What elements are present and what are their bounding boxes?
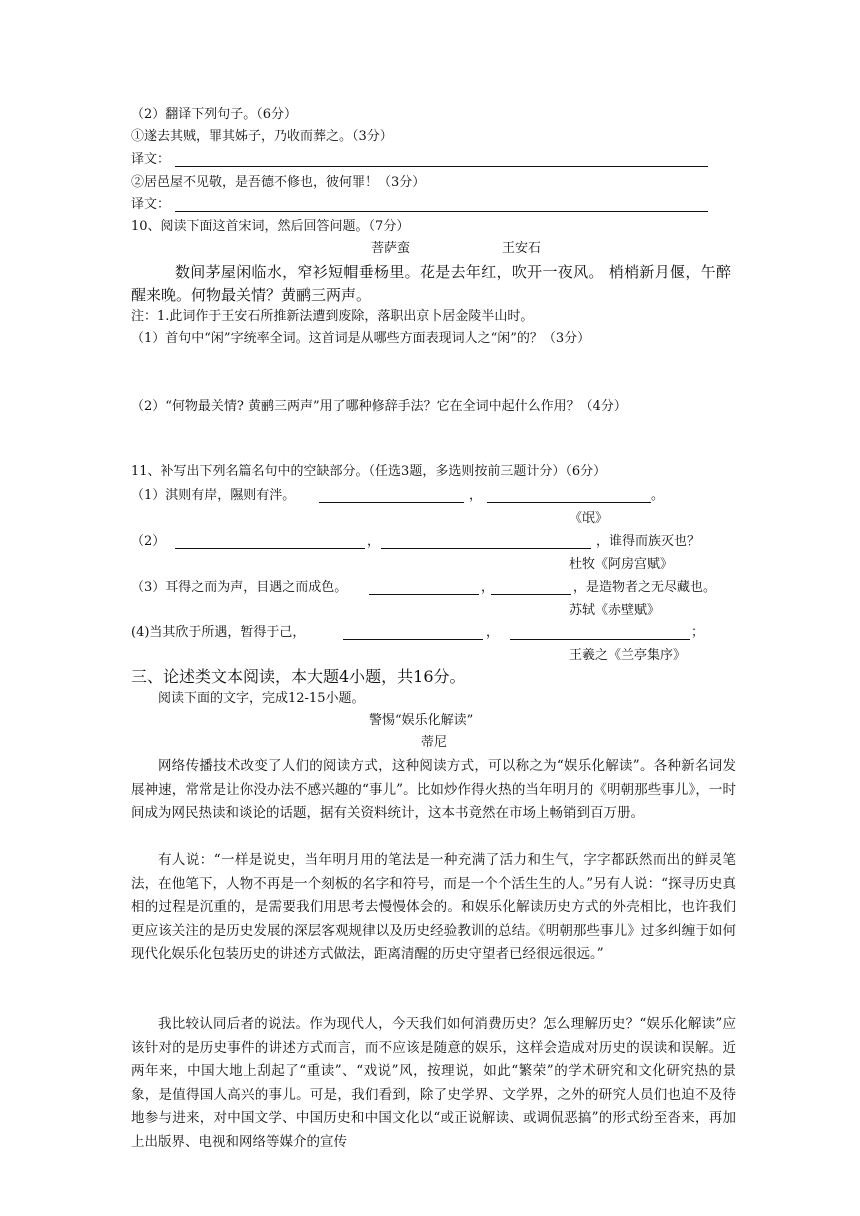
q10-sub-question-1: （1）首句中“闲”字统率全词。这首词是从哪些方面表现词人之“闲”的？（3分） xyxy=(131,331,591,346)
section-3-instruction: 阅读下面的文字，完成12-15小题。 xyxy=(158,691,365,706)
q11-item-3-sep: ， xyxy=(481,580,495,595)
blank-line[interactable] xyxy=(319,502,464,503)
blank-line[interactable] xyxy=(369,594,479,595)
blank-line[interactable] xyxy=(381,548,591,549)
q11-item-3-text: （3）耳得之而为声，目遇之而成色。 xyxy=(131,580,348,595)
q11-item-2-text: （2） xyxy=(131,534,166,549)
q9-2-translation-label-2: 译文： xyxy=(131,197,171,212)
q11-item-3-source: 苏轼《赤壁赋》 xyxy=(569,603,661,618)
answer-line[interactable] xyxy=(175,166,708,167)
poem-note: 注：1.此词作于王安石所推新法遭到废除，落职出京卜居金陵半山时。 xyxy=(131,309,534,324)
article-paragraph-2: 有人说：“一样是说史，当年明月用的笔法是一种充满了活力和生气，字字都跃然而出的鲜灵笔法，在他笔下，人物不再是一个刻板的名字和符号，而是一个个活生生的人。”另有人说：“探寻历史真相的过程是沉重的，是需要我们用思考去慢慢体会的。和娱乐化解读历史方式的外壳相比，也许我们更应该关注的是历史发展的深层客观规律以及历史经验教训的总结。《明朝那些事儿》过多纠缠于如何现代化娱乐化包装历史的讲述方式做法，距离清醒的历史守望者已经很远很远。” xyxy=(131,852,736,962)
article-author: 蒂尼 xyxy=(421,735,448,750)
article-paragraph-3: 我比较认同后者的说法。作为现代人，今天我们如何消费历史？怎么理解历史？“娱乐化解读”应该针对的是历史事件的讲述方式而言，而不应该是随意的娱乐，这样会造成对历史的误读和误解。近两年来，中国大地上刮起了“重读”、“戏说”风，按理说，如此“繁荣”的学术研究和文化研究热的景象，是值得国人高兴的事儿。可是，我们看到，除了史学界、文学界，之外的研究人员们也迫不及待地参与进来，对中国文学、中国历史和中国文化以“或正说解读、或调侃恶搞”的形式纷至沓来，再加上出版界、电视和网络等媒介的宣传 xyxy=(131,1016,736,1150)
blank-line[interactable] xyxy=(510,639,690,640)
q11-item-1-text: （1）淇则有岸，隰则有泮。 xyxy=(131,488,296,503)
q11-item-2-sep: ， xyxy=(367,534,381,549)
q11-item-3-end: ，是造物者之无尽藏也。 xyxy=(573,580,717,595)
q11-item-1-sep: ， xyxy=(469,488,483,503)
blank-line[interactable] xyxy=(343,639,483,640)
article-title: 警惕“娱乐化解读” xyxy=(369,713,474,728)
q11-item-1-end: 。 xyxy=(651,488,665,503)
blank-line[interactable] xyxy=(491,594,571,595)
poem-author: 王安石 xyxy=(502,241,542,256)
answer-line[interactable] xyxy=(175,211,708,212)
q11-item-4-end: ； xyxy=(691,625,705,640)
q11-item-1-source: 《氓》 xyxy=(569,511,609,526)
q11-item-2-source: 杜牧《阿房宫赋》 xyxy=(569,557,674,572)
section-3-heading: 三、论述类文本阅读，本大题4小题，共16分。 xyxy=(131,667,466,686)
q9-2-sentence-2: ②居邑屋不见敬，是吾德不修也，彼何罪！（3分） xyxy=(131,175,426,190)
q11-item-4-sep: ， xyxy=(486,625,500,640)
q11-heading: 11、补写出下列名篇名句中的空缺部分。（任选3题，多选则按前三题计分）（6分） xyxy=(131,464,607,479)
article-paragraph-1: 网络传播技术改变了人们的阅读方式，这种阅读方式，可以称之为“娱乐化解读”。各种新名词发展神速，常常是让你没办法不感兴趣的“事儿”。比如炒作得火热的当年明月的《明朝那些事儿》，一时间成为网民热读和谈论的话题，据有关资料统计，这本书竟然在市场上畅销到百万册。 xyxy=(131,758,736,821)
blank-line[interactable] xyxy=(487,502,651,503)
q9-2-sentence-1: ①遂去其贼，罪其姊子，乃收而葬之。（3分） xyxy=(131,129,393,144)
q11-item-4-text: (4)当其欣于所遇，暂得于己， xyxy=(131,625,306,640)
q11-item-2-end: ，谁得而族灭也？ xyxy=(596,534,701,549)
q10-heading: 10、阅读下面这首宋词，然后回答问题。（7分） xyxy=(131,219,410,234)
blank-line[interactable] xyxy=(175,548,365,549)
q9-2-heading: （2）翻译下列句子。（6分） xyxy=(131,107,298,122)
q9-2-translation-label-1: 译文： xyxy=(131,152,171,167)
poem-title: 菩萨蛮 xyxy=(371,241,411,256)
poem-text: 数间茅屋闲临水，窄衫短帽垂杨里。花是去年红，吹开一夜风。 梢梢新月偃，午醉醒来晚。何物最关情？黄鹂三两声。 xyxy=(131,263,731,304)
q11-item-4-source: 王羲之《兰亭集序》 xyxy=(569,648,687,663)
q10-sub-question-2: （2）“何物最关情? 黄鹂三两声”用了哪种修辞手法？它在全词中起什么作用？（4分） xyxy=(131,399,627,414)
